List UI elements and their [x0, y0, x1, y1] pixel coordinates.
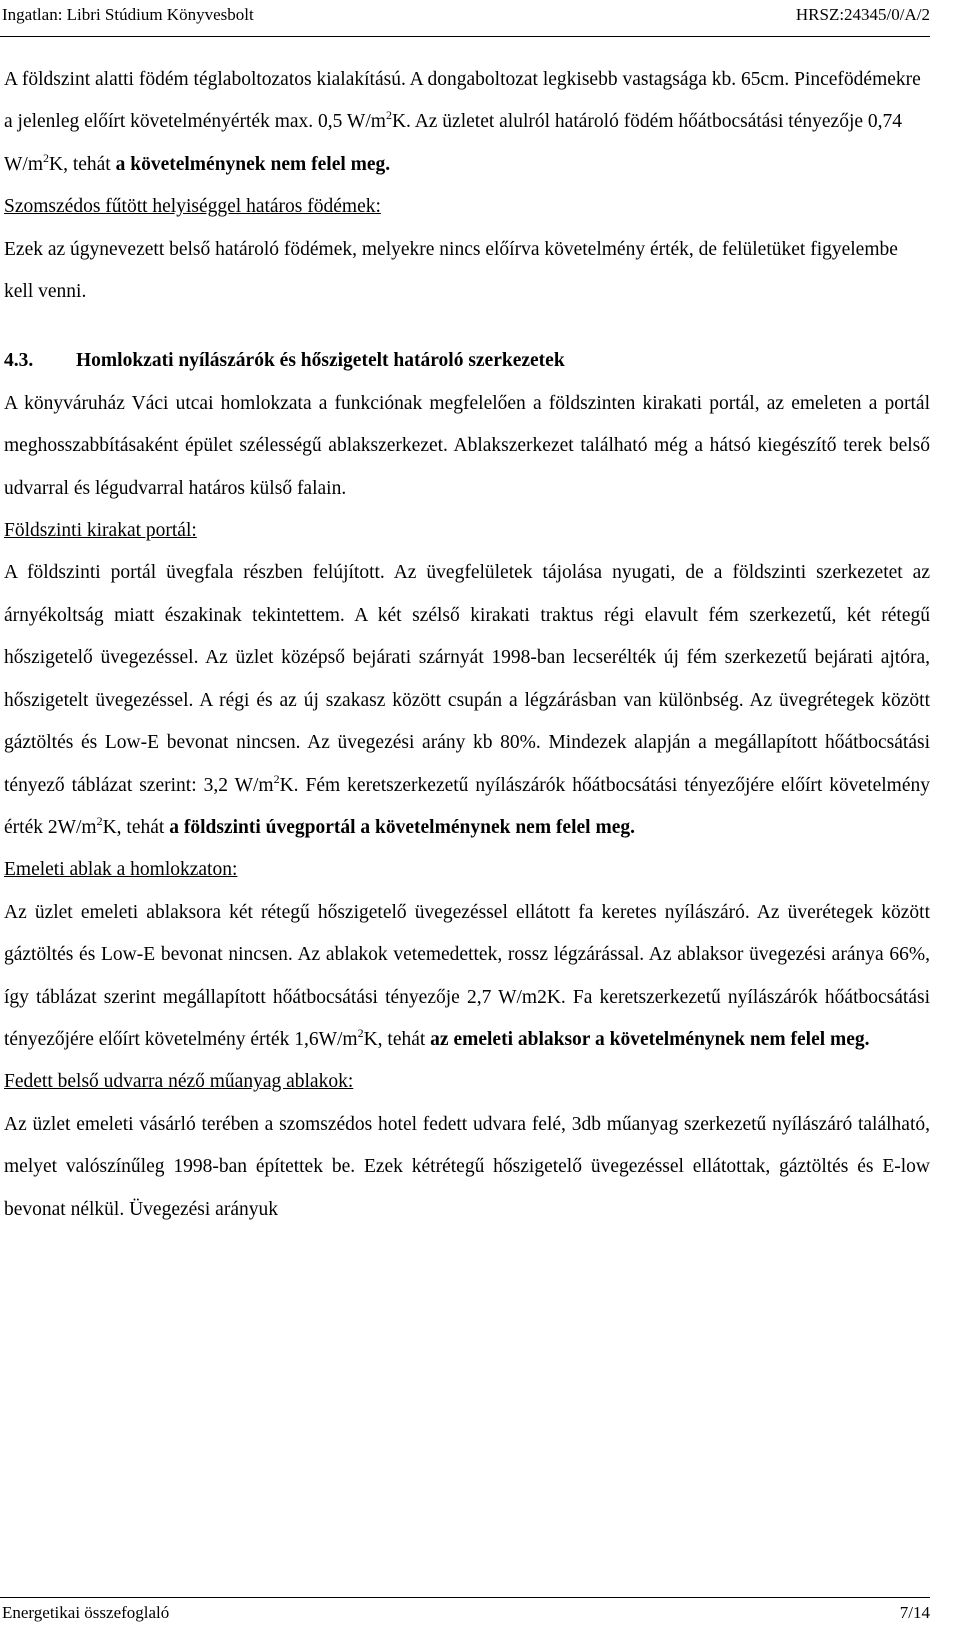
- footer-title: Energetikai összefoglaló: [2, 1603, 170, 1622]
- paragraph-inner-slabs: Ezek az úgynevezett belső határoló födémek, melyekre nincs előírva követelmény érték, de felületüket figyelembe kell venni.: [4, 238, 898, 303]
- document-body: [4, 59, 930, 1231]
- paragraph-plastic-windows: Az üzlet emeleti vásárló terében a szomszédos hotel fedett udvara felé, 3db műanyag szerkezetű nyílászáró található, melyet valószínűleg 1998-ban építettek be. Ezek kétrétegű hőszigetelő üvegezéssel ellátottak, gáztöltés és E-low bevonat nélkül. Üvegezési arányuk: [4, 1113, 930, 1220]
- section-heading: [4, 340, 930, 382]
- paragraph-facade: A könyváruház Váci utcai homlokzata a funkciónak megfelelően a földszinten kirakati portál, az emeleten a portál meghosszabbításaként épület szélességű ablakszerkezet. Ablakszerkezet található még a hátsó kiegészítő terek belső udvarral és légudvarral határos külső falain.: [4, 392, 930, 499]
- paragraph-upper-window: Az üzlet emeleti ablaksora két rétegű hőszigetelő üvegezéssel ellátott fa keretes nyílászáró. Az üverétegek között gáztöltés és Low-E bevonat nincsen. Az ablakok vetemedettek, rossz légzárással. Az ablaksor üvegezési aránya 66%, így táblázat szerint megállapított hőátbocsátási tényezője 2,7 W/m2K. Fa keretszerkezetű nyílászárók hőátbocsátási tényezőjére előírt követelmény érték $1,6W/m^2K$, tehát az emeleti ablaksor a követelménynek nem felel meg.: [4, 901, 930, 1050]
- page-header: [0, 0, 930, 37]
- paragraph-ground-portal: A földszinti portál üvegfala részben felújított. Az üvegfelületek tájolása nyugati, de a földszinti szerkezetet az árnyékoltság miatt északinak tekintettem. A két szélső kirakati traktus régi elavult fém szerkezetű, két rétegű hőszigetelő üvegezéssel. Az üzlet középső bejárati szárnyát 1998-ban lecserélték új fém szerkezetű bejárati ajtóra, hőszigetelt üvegezéssel. A régi és az új szakasz között csupán a légzárásban van különbség. Az üvegrétegek között gáztöltés és Low-E bevonat nincsen. Az üvegezési arány kb 80%. Mindezek alapján a megállapított hőátbocsátási tényező táblázat szerint: 3,2 $W/m^2K$. Fém keretszerkezetű nyílászárók hőátbocsátási tényezőjére előírt követelmény érték $2W/m^2K$, tehát a földszinti úvegportál a követelménynek nem felel meg.: [4, 562, 930, 838]
- page-footer: [0, 1597, 930, 1625]
- subheading-ground-portal: Földszinti kirakat portál:: [4, 520, 197, 542]
- header-property-name: Ingatlan: Libri Stúdium Könyvesbolt: [2, 5, 254, 24]
- conclusion-bold: a földszinti úvegportál a követelménynek nem felel meg.: [169, 816, 635, 838]
- subheading-plastic-windows: Fedett belső udvarra néző műanyag ablakok:: [4, 1071, 354, 1093]
- section-title: Homlokzati nyílászárók és hőszigetelt határoló szerkezetek: [76, 350, 565, 372]
- subheading-heated-neighbor: Szomszédos fűtött helyiséggel határos födémek:: [4, 196, 381, 218]
- subheading-upper-window: Emeleti ablak a homlokzaton:: [4, 859, 238, 881]
- page-number: 7/14: [899, 1603, 930, 1622]
- section-number: 4.3.: [4, 350, 34, 372]
- paragraph-cellar-slab: A földszint alatti födém téglaboltozatos kialakítású. A dongaboltozat legkisebb vastagsága kb. 65cm. Pincefödémekre a jelenleg előírt követelményérték max. 0,5 $W/m^2K$. Az üzletet alulról határoló födém hőátbocsátási tényezője 0,74 $W/m^2K$, tehát a követelménynek nem felel meg.: [4, 69, 921, 175]
- conclusion-bold: a követelménynek nem felel meg.: [115, 153, 391, 175]
- header-lot-number: HRSZ:24345/0/A/2: [795, 5, 930, 24]
- conclusion-bold: az emeleti ablaksor a követelménynek nem felel meg.: [430, 1028, 870, 1050]
